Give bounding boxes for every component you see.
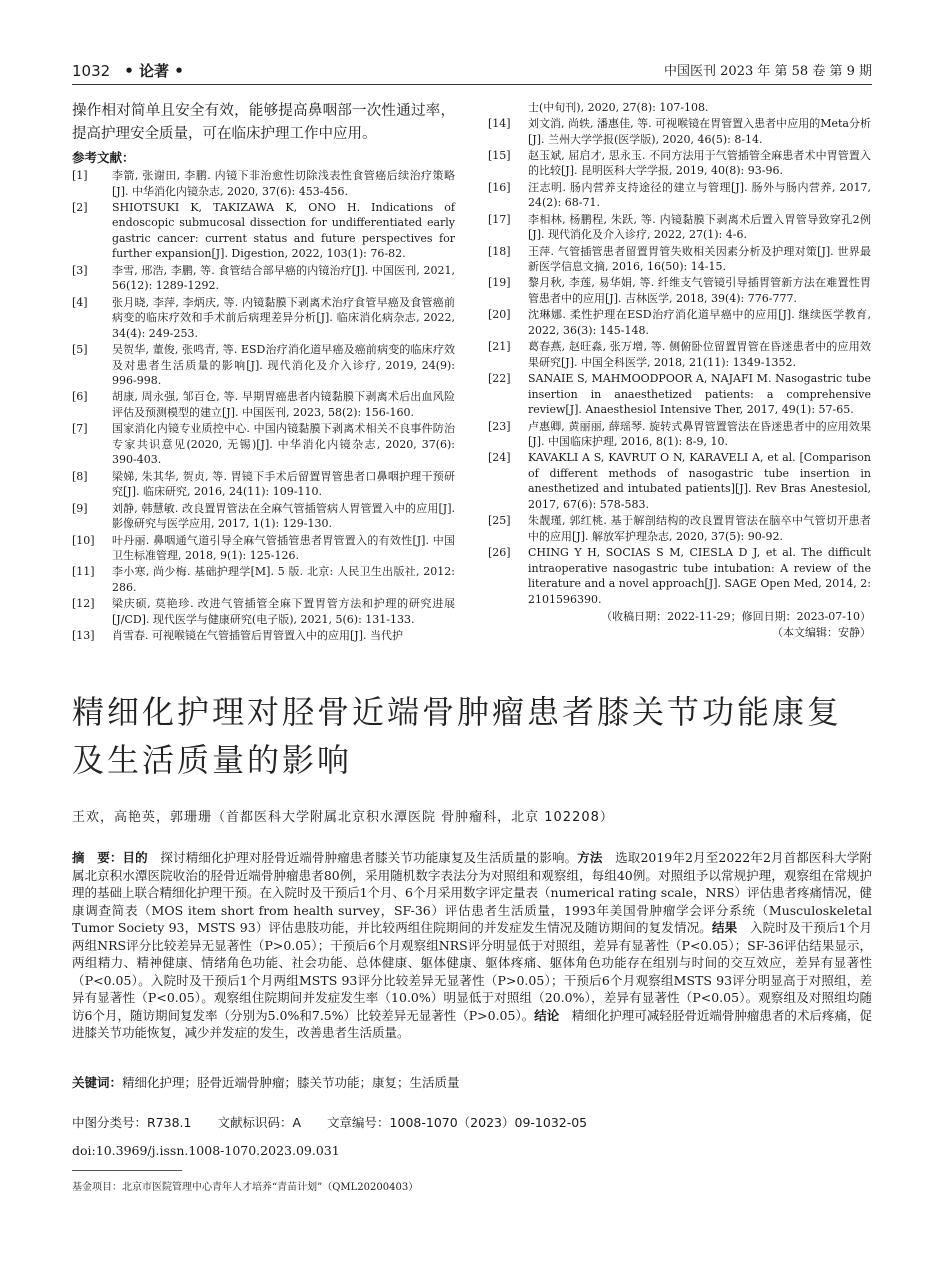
reference-text: 刘静, 韩慧敏. 改良置胃管法在全麻气管插管病人胃管置入中的应用[J]. 影像研究与医学应用, 2017, 1(1): 129-130. <box>112 501 455 531</box>
reference-text: 吴贺华, 董俊, 张鸣青, 等. ESD治疗消化道早癌及癌前病变的临床疗效及对患者生活质量的影响[J]. 现代消化及介入诊疗, 2019, 24(9): 996-998. <box>112 343 455 388</box>
reference-number: [20] <box>488 308 511 322</box>
objective-text: 探讨精细化护理对胫骨近端骨肿瘤患者膝关节功能康复及生活质量的影响。 <box>147 850 578 865</box>
reference-item <box>72 200 455 262</box>
section-label: • 论著 • <box>124 62 184 80</box>
reference-text: 葛春燕, 赵旺淼, 张万增, 等. 侧俯卧位留置胃管在昏迷患者中的应用效果研究[J]. 中国全科医学, 2018, 21(11): 1349-1352. <box>528 340 871 369</box>
reference-item <box>488 339 871 370</box>
reference-item <box>72 469 455 500</box>
methods-label: 方法 <box>577 850 603 865</box>
author-line: 王欢，高艳英，郭珊珊（首都医科大学附属北京积水潭医院 骨肿瘤科，北京 102208） <box>72 810 614 825</box>
page-header <box>72 60 872 82</box>
reference-number: [12] <box>72 597 95 611</box>
reference-number: [7] <box>72 422 88 436</box>
reference-item <box>488 545 871 607</box>
abstract-label: 摘 要： <box>72 850 123 865</box>
reference-item <box>72 389 455 420</box>
reference-item <box>72 596 455 627</box>
reference-number: [22] <box>488 372 511 386</box>
left-column <box>72 100 455 645</box>
reference-item <box>488 450 871 512</box>
reference-text: 刘文消, 尚轶, 潘惠佳, 等. 可视喉镜在胃管置入患者中应用的Meta分析[J]. 兰州大学学报(医学版), 2020, 46(5): 8-14. <box>528 117 871 146</box>
page-number: 1032 <box>72 62 111 80</box>
reference-list-right <box>488 116 871 607</box>
reference-text: 叶丹丽. 鼻咽通气道引导全麻气管插管患者胃管置入的有效性[J]. 中国卫生标准管理, 2018, 9(1): 125-126. <box>112 533 455 563</box>
reference-text: 张月晓, 李萍, 李炳庆, 等. 内镜黏膜下剥离术治疗食管早癌及食管癌前病变的临床疗效和手术前后病理差异分析[J]. 临床消化病杂志, 2022, 34(4): 249-253. <box>112 295 455 340</box>
reference-number: [13] <box>72 629 95 643</box>
classification-line <box>72 1113 613 1131</box>
reference-number: [11] <box>72 565 95 579</box>
reference-number: [8] <box>72 469 88 483</box>
abstract <box>72 849 872 1042</box>
reference-item <box>488 371 871 418</box>
keywords-text: 精细化护理；胫骨近端骨肿瘤；膝关节功能；康复；生活质量 <box>122 1075 460 1090</box>
conclusion-text: 精细化护理可减轻胫骨近端骨肿瘤患者的术后疼痛，促进膝关节功能恢复，减少并发症的发生，改善患者生活质量。 <box>72 1007 872 1040</box>
methods-text: 选取2019年2月至2022年2月首都医科大学附属北京积水潭医院收治的胫骨近端骨肿瘤患者80例，采用随机数字表法分为对照组和观察组，每组40例。对照组予以常规护理，观察组在常规护理的基础上联合精细化护理干预。在入院时及干预后1个月、6个月采用数字评定量表（numerical rating scale，NRS）评估患者疼痛情况，健康调查简表（MOS item short from health survey，SF-36）评估患者生活质量，1993年美国骨肿瘤学会评分系统（Musculoskeletal Tumor Society 93，MSTS 93）评估患肢功能，并比较两组住院期间的并发症发生情况及随访期间的复发情况。 <box>72 850 872 935</box>
results-label: 结果 <box>711 920 738 935</box>
article-number: 文章编号：1008-1070（2023）09-1032-05 <box>327 1115 588 1130</box>
reference-item <box>72 342 455 389</box>
reference-text: 卢惠卿, 黄丽丽, 薛瑶琴. 旋转式鼻胃管置管法在昏迷患者中的应用效果[J]. 中国临床护理, 2016, 8(1): 8-9, 10. <box>528 419 871 449</box>
references-heading: 参考文献： <box>72 150 135 165</box>
reference-number: [21] <box>488 340 511 354</box>
reference-text: SANAIE S, MAHMOODPOOR A, NAJAFI M. Nasogastric tube insertion in anaesthetized patients: a comprehensive review[J]. Anaesthesiol Intensive Ther, 2017, 49(1): 57-65. <box>528 372 871 417</box>
reference-item <box>488 275 871 306</box>
reference-number: [3] <box>72 263 88 277</box>
reference-text: 梁娣, 朱其华, 贺贞, 等. 胃镜下手术后留置胃管患者口鼻咽护理干预研究[J]. 临床研究, 2016, 24(11): 109-110. <box>112 469 455 499</box>
reference-text: 国家消化内镜专业质控中心. 中国内镜黏膜下剥离术相关不良事件防治专家共识意见(2020, 无锡)[J]. 中华消化内镜杂志, 2020, 37(6): 390-403. <box>112 422 455 467</box>
reference-text: 王萍. 气管插管患者留置胃管失败相关因素分析及护理对策[J]. 世界最新医学信息文摘, 2016, 16(50): 14-15. <box>528 244 871 274</box>
reference-text: 黎月秋, 李莲, 易华娟, 等. 纤维支气管镜引导插胃管新方法在难置性胃管患者中的应用[J]. 吉林医学, 2018, 39(4): 776-777. <box>528 276 871 305</box>
article-title-line-2: 及生活质量的影响 <box>72 741 353 779</box>
reference-text: 梁庆硕, 莫艳珍. 改进气管插管全麻下置胃管方法和护理的研究进展[J/CD]. 现代医学与健康研究(电子版), 2021, 5(6): 131-133. <box>112 597 455 626</box>
reference-item <box>72 168 455 199</box>
reference-number: [25] <box>488 514 511 528</box>
reference-item <box>488 180 871 211</box>
reference-continuation: 士(中旬刊), 2020, 27(8): 107-108. <box>528 101 709 114</box>
keywords-label: 关键词： <box>72 1075 123 1090</box>
reference-text: 朱靓瑾, 郭红桃. 基于解剖结构的改良置胃管法在脑卒中气管切开患者中的应用[J]. 解放军护理杂志, 2020, 37(5): 90-92. <box>528 514 871 543</box>
reference-number: [4] <box>72 295 88 309</box>
reference-number: [10] <box>72 533 95 547</box>
reference-item <box>72 501 455 532</box>
reference-number: [17] <box>488 212 511 226</box>
reference-item <box>72 421 455 468</box>
reference-item <box>488 116 871 147</box>
reference-item <box>488 307 871 338</box>
objective-label: 目的 <box>122 850 148 865</box>
reference-text: 李雪, 邢浩, 李鹏, 等. 食管结合部早癌的内镜治疗[J]. 中国医刊, 2021, 56(12): 1289-1292. <box>112 263 455 293</box>
reference-number: [24] <box>488 451 511 465</box>
reference-number: [1] <box>72 169 88 182</box>
conclusion-label: 结论 <box>534 1007 560 1023</box>
reference-item <box>488 244 871 275</box>
results-text: 入院时及干预后1个月两组NRS评分比较差异无显著性（P>0.05）；干预后6个月观察组NRS评分明显低于对照组，差异有显著性（P<0.05）；SF-36评估结果显示，两组精力、精神健康、情绪角色功能、社会功能、总体健康、躯体健康、躯体疼痛、躯体角色功能存在组别与时间的交互效应，差异有显著性（P<0.05）。入院时及干预后1个月两组MSTS 93评分比较差异无显著性（P>0.05）；干预后6个月观察组MSTS 93评分明显高于对照组，差异有显著性（P<0.05）。观察组住院期间并发症发生率（10.0%）明显低于对照组（20.0%），差异有显著性（P<0.05）。观察组及对照组均随访6个月，随访期间复发率（分别为5.0%和7.5%）比较差异无显著性（P>0.05）。 <box>72 920 872 1023</box>
footnote-divider <box>72 1170 182 1171</box>
reference-text: 李相林, 杨鹏程, 朱跃, 等. 内镜黏膜下剥离术后置入胃管导致穿孔2例[J]. 现代消化及介入诊疗, 2022, 27(1): 4-6. <box>528 212 871 242</box>
reference-number: [2] <box>72 200 88 214</box>
reference-item <box>72 628 455 644</box>
reference-text: 肖雪春. 可视喉镜在气管插管后胃管置入中的应用[J]. 当代护 <box>112 629 403 643</box>
receipt-dates: （收稿日期：2022-11-29；修回日期：2023-07-10） <box>601 610 871 624</box>
right-column <box>488 100 871 640</box>
reference-text: KAVAKLI A S, KAVRUT O N, KARAVELI A, et al. [Comparison of different methods of nasogastric tube insertion in anesthetized and intubated patients][J]. Rev Bras Anestesiol, 2017, 67(6): 578-583. <box>528 451 871 511</box>
reference-text: 李小寒, 尚少梅. 基础护理学[M]. 5 版. 北京: 人民卫生出版社, 2012: 286. <box>112 565 455 594</box>
reference-item <box>72 564 455 595</box>
reference-text: 沈琳娜. 柔性护理在ESD治疗消化道早癌中的应用[J]. 继续医学教育, 2022, 36(3): 145-148. <box>528 308 871 337</box>
reference-number: [16] <box>488 180 511 194</box>
editor-note: （本文编辑：安静） <box>772 625 871 639</box>
reference-number: [26] <box>488 546 511 560</box>
header-divider <box>72 84 872 85</box>
document-code: 文献标识码：A <box>217 1115 302 1130</box>
reference-item <box>488 212 871 243</box>
reference-item <box>72 295 455 342</box>
reference-number: [14] <box>488 117 511 130</box>
reference-number: [9] <box>72 501 88 515</box>
reference-text: 赵玉斌, 屈启才, 思永玉. 不同方法用于气管插管全麻患者术中胃管置入的比较[J]. 昆明医科大学学报, 2019, 40(8): 93-96. <box>528 148 871 178</box>
reference-text: CHING Y H, SOCIAS S M, CIESLA D J, et al. The difficult intraoperative nasogastric tube intubation: A review of the literature and a novel approach[J]. SAGE Open Med, 2014, 2: 2101596390. <box>528 546 871 606</box>
funding-note: 基金项目：北京市医院管理中心青年人才培养“青苗计划”（QML20200403） <box>72 1182 419 1193</box>
article-title <box>72 688 882 784</box>
reference-number: [15] <box>488 148 511 162</box>
reference-item <box>72 533 455 564</box>
previous-article-conclusion: 操作相对简单且安全有效，能够提高鼻咽部一次性通过率，提高护理安全质量，可在临床护理工作中应用。 <box>72 103 455 142</box>
journal-info: 中国医刊 2023 年 第 58 卷 第 9 期 <box>664 64 872 79</box>
reference-text: SHIOTSUKI K, TAKIZAWA K, ONO H. Indications of endoscopic submucosal dissection for undifferentiated early gastric cancer: current status and future perspectives for further expansion[J]. Digestion, 2022, 103(1): 76-82. <box>112 200 455 261</box>
reference-number: [18] <box>488 244 511 258</box>
reference-number: [6] <box>72 390 88 404</box>
keywords-line <box>72 1073 460 1091</box>
reference-text: 李箭, 张谢田, 李鹏. 内镜下非治愈性切除浅表性食管癌后续治疗策略[J]. 中华消化内镜杂志, 2020, 37(6): 453-456. <box>112 169 455 198</box>
reference-text: 汪志明. 肠内营养支持途径的建立与管理[J]. 肠外与肠内营养, 2017, 24(2): 68-71. <box>528 180 871 210</box>
reference-item <box>488 419 871 450</box>
reference-number: [5] <box>72 343 88 357</box>
doi-link[interactable]: doi:10.3969/j.issn.1008-1070.2023.09.031 <box>72 1143 340 1158</box>
reference-item <box>488 148 871 179</box>
clc-number: 中图分类号：R738.1 <box>72 1115 192 1130</box>
reference-list-left <box>72 168 455 644</box>
reference-number: [19] <box>488 276 511 290</box>
reference-item <box>488 513 871 544</box>
reference-text: 胡康, 周永强, 邹百仓, 等. 早期胃癌患者内镜黏膜下剥离术后出血风险评估及预测模型的建立[J]. 中国医刊, 2023, 58(2): 156-160. <box>112 390 455 419</box>
reference-number: [23] <box>488 419 511 433</box>
reference-item <box>72 263 455 294</box>
article-title-line-1: 精细化护理对胫骨近端骨肿瘤患者膝关节功能康复 <box>72 693 843 731</box>
